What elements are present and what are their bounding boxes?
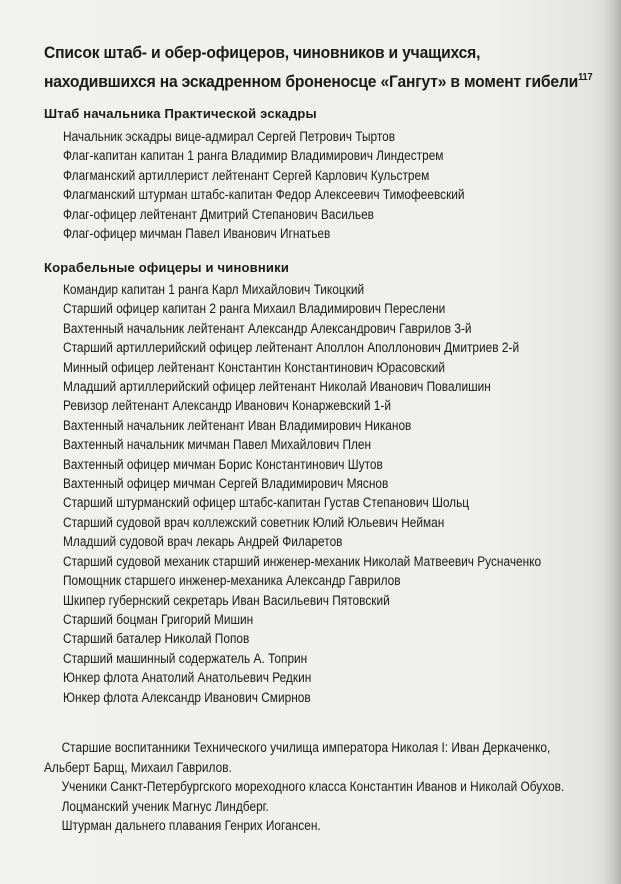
section-heading-officers: Корабельные офицеры и чиновники xyxy=(44,260,290,275)
list-item: Вахтенный начальник мичман Павел Михайлович Плен xyxy=(63,437,372,453)
page-title xyxy=(44,40,593,94)
list-item: Командир капитан 1 ранга Карл Михайлович Тикоцкий xyxy=(63,282,365,297)
staff-list xyxy=(63,127,519,243)
list-item: Вахтенный начальник лейтенант Александр Александрович Гаврилов 3-й xyxy=(63,320,472,336)
list-item: Вахтенный начальник лейтенант Иван Владимирович Никанов xyxy=(63,417,412,433)
note-line: Ученики Санкт-Петербургского мореходного класса Константин Иванов и Николай Обухов. xyxy=(61,779,565,794)
section-heading-staff: Штаб начальника Практической эскадры xyxy=(44,106,317,121)
note-line: Штурман дальнего плавания Генрих Иогансен. xyxy=(61,818,321,833)
list-item: Начальник эскадры вице-адмирал Сергей Петрович Тыртов xyxy=(63,129,396,144)
title-line-1: Список штаб- и обер-офицеров, чиновников и учащихся, xyxy=(44,43,481,62)
list-item: Старший артиллерийский офицер лейтенант Аполлон Аполлонович Дмитриев 2-й xyxy=(63,340,520,356)
list-item: Юнкер флота Александр Иванович Смирнов xyxy=(63,689,311,705)
list-item: Флагманский артиллерист лейтенант Сергей Карлович Кульстрем xyxy=(63,167,430,183)
title-line-2 xyxy=(44,65,593,94)
list-item: Флаг-капитан капитан 1 ранга Владимир Владимирович Линдестрем xyxy=(63,148,444,164)
list-item: Флаг-офицер лейтенант Дмитрий Степанович Васильев xyxy=(63,206,374,222)
footnote-marker: 117 xyxy=(578,72,593,83)
list-item: Вахтенный офицер мичман Борис Константинович Шутов xyxy=(63,456,383,472)
list-item: Вахтенный офицер мичман Сергей Владимирович Мяснов xyxy=(63,476,389,492)
list-item: Минный офицер лейтенант Константин Константинович Юрасовский xyxy=(63,359,446,375)
note-line: Лоцманский ученик Магнус Линдберг. xyxy=(61,798,269,814)
list-item: Ревизор лейтенант Александр Иванович Конаржевский 1-й xyxy=(63,398,391,414)
list-item: Старший офицер капитан 2 ранга Михаил Владимирович Переслени xyxy=(63,301,446,317)
list-item: Старший штурманский офицер штабс-капитан Густав Степанович Шольц xyxy=(63,495,470,511)
officers-list xyxy=(63,280,606,707)
list-item: Флаг-офицер мичман Павел Иванович Игнатьев xyxy=(63,226,331,242)
title-line-2-text: находившихся на эскадренном броненосце «Гангут» в момент гибели xyxy=(44,72,579,91)
list-item: Старший боцман Григорий Мишин xyxy=(63,611,254,627)
page-edge-shadow xyxy=(603,0,621,884)
list-item: Флагманский штурман штабс-капитан Федор Алексеевич Тимофеевский xyxy=(63,187,465,203)
note-line: Альберт Барщ, Михаил Гаврилов. xyxy=(44,759,232,775)
list-item: Старший судовой механик старший инженер-механик Николай Матвеевич Русначенко xyxy=(63,553,542,569)
list-item: Младший артиллерийский офицер лейтенант Николай Иванович Повалишин xyxy=(63,379,491,395)
list-item: Шкипер губернский секретарь Иван Васильевич Пятовский xyxy=(63,592,390,608)
list-item: Младший судовой врач лекарь Андрей Филаретов xyxy=(63,534,343,550)
list-item: Старший машинный содержатель А. Топрин xyxy=(63,650,308,666)
list-item: Старший баталер Николай Попов xyxy=(63,631,250,647)
note-line: Старшие воспитанники Технического училища императора Николая I: Иван Деркаченко, xyxy=(61,740,551,755)
list-item: Помощник старшего инженер-механика Александр Гаврилов xyxy=(63,573,401,589)
list-item: Старший судовой врач коллежский советник Юлий Юльевич Нейман xyxy=(63,514,445,530)
notes-block xyxy=(44,738,621,836)
list-item: Юнкер флота Анатолий Анатольевич Редкин xyxy=(63,670,312,686)
